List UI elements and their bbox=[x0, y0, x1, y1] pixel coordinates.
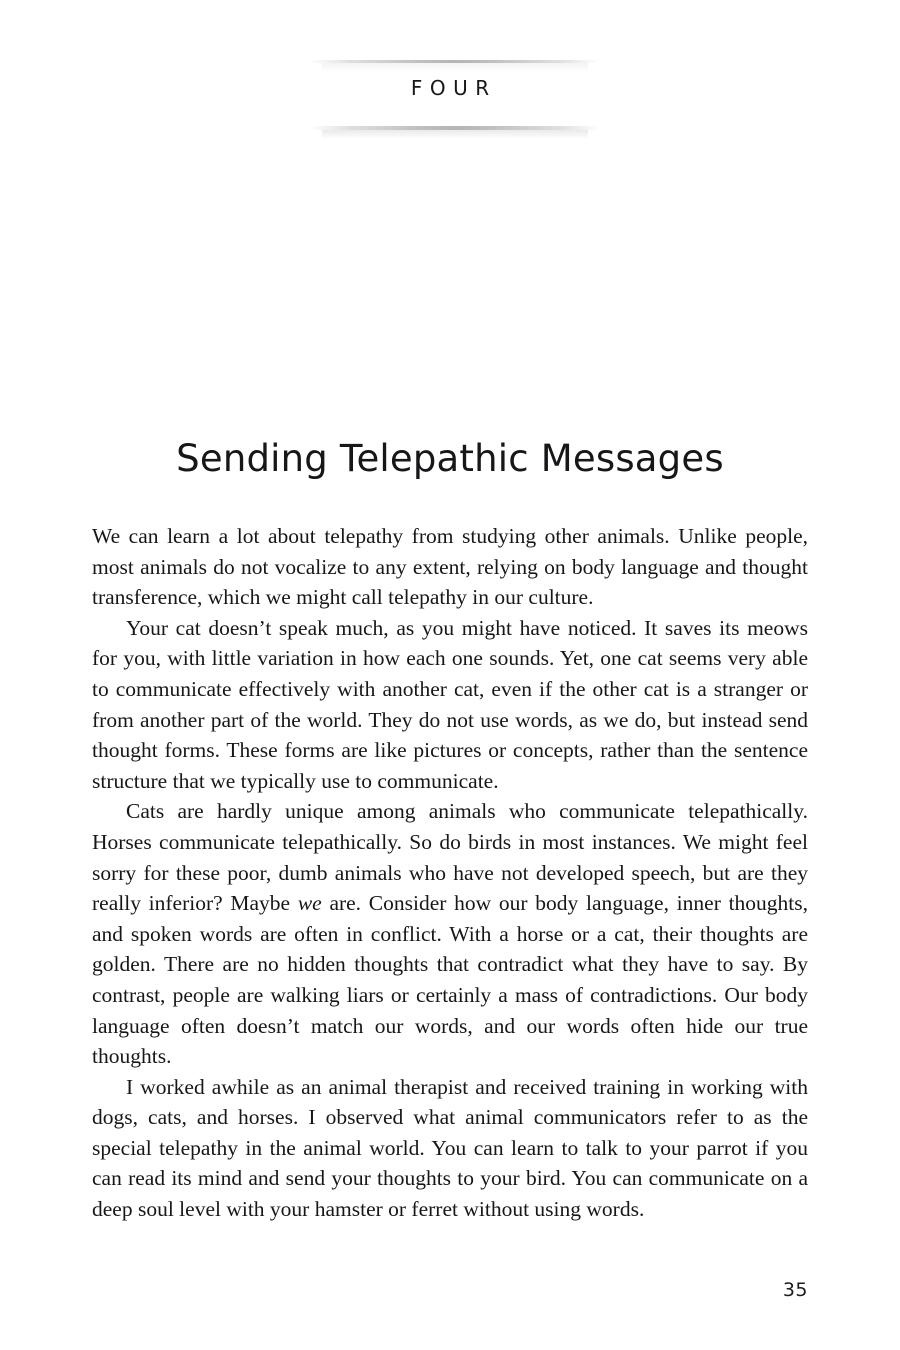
paragraph-3-emphasis: we bbox=[297, 891, 322, 916]
chapter-title: Sending Telepathic Messages bbox=[176, 436, 724, 480]
chapter-number-banner bbox=[0, 52, 900, 140]
paragraph-3-text-before-emphasis: Cats are hardly unique among animals who communicate telepathically. Horses communicate telepathically. So do birds in most instances. We might feel sorry for these poor, dumb animals who have not developed speech, but are they really inferior? Maybe bbox=[92, 799, 808, 916]
paragraph-3-text-after-emphasis: are. Consider how our body language, inner thoughts, and spoken words are often in conflict. With a horse or a cat, their thoughts are golden. There are no hidden thoughts that contradict what they have to say. By contrast, people are walking liars or certainly a mass of contradictions. Our body language often doesn’t match our words, and our words often hide our true thoughts. bbox=[92, 891, 809, 1069]
paragraph-4: I worked awhile as an animal therapist and received training in working with dogs, cats, and horses. I observed what animal communicators refer to as the special telepathy in the animal world. You can learn to talk to your parrot if you can read its mind and send your thoughts to your bird. You can communicate on a deep soul level with your hamster or ferret without using words. bbox=[92, 1074, 808, 1222]
banner-rule-bottom bbox=[310, 126, 600, 130]
banner-rule-top bbox=[310, 60, 600, 63]
body-text-column bbox=[92, 521, 808, 1225]
chapter-number-label: FOUR bbox=[410, 76, 497, 100]
paragraph-2: Your cat doesn’t speak much, as you might have noticed. It saves its meows for you, with little variation in how each one sounds. Yet, one cat seems very able to communicate effectively with another cat, even if the other cat is a stranger or from another part of the world. They do not use words, as we do, but instead send thought forms. These forms are like pictures or concepts, rather than the sentence structure that we typically use to communicate. bbox=[92, 615, 808, 793]
paragraph-3 bbox=[92, 796, 808, 1071]
page-number: 35 bbox=[782, 1279, 808, 1301]
paragraph-1: We can learn a lot about telepathy from studying other animals. Unlike people, most animals do not vocalize to any extent, relying on body language and thought transference, which we might call telepathy in our culture. bbox=[92, 524, 808, 610]
